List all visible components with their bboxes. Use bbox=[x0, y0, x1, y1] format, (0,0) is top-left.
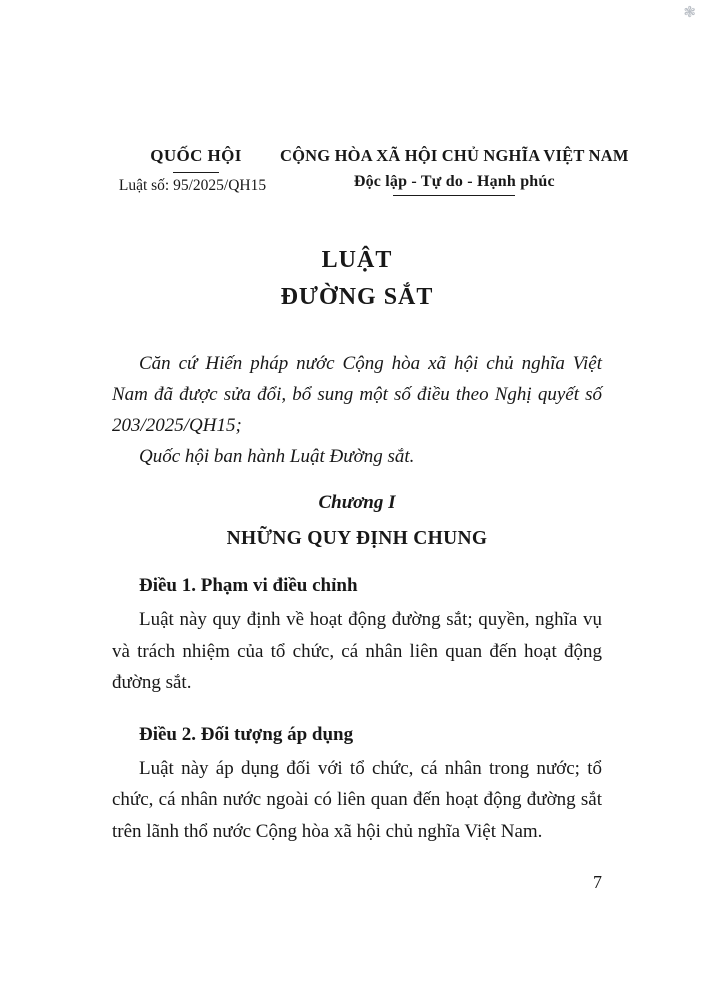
article-1-body: Luật này quy định về hoạt động đường sắt; quyền, nghĩa vụ và trách nhiệm của tổ chức, cá nhân liên quan đến hoạt động đường sắt. bbox=[112, 609, 602, 693]
article-1 bbox=[112, 575, 602, 699]
title-line-1: LUẬT bbox=[321, 247, 393, 273]
preamble-paragraph: Căn cứ Hiến pháp nước Cộng hòa xã hội chủ nghĩa Việt Nam đã được sửa đổi, bổ sung một số điều theo Nghị quyết số 203/2025/QH15; bbox=[112, 353, 602, 436]
chapter-title: NHỮNG QUY ĐỊNH CHUNG bbox=[226, 528, 488, 549]
title-line-2: ĐƯỜNG SẮT bbox=[280, 284, 434, 310]
page-number: 7 bbox=[593, 872, 602, 892]
article-1-heading: Điều 1. Phạm vi điều chỉnh bbox=[139, 575, 358, 596]
motto-underline bbox=[393, 195, 515, 196]
header-left-column bbox=[112, 146, 280, 195]
header-right-column bbox=[280, 146, 629, 196]
preamble bbox=[112, 348, 602, 472]
article-2-heading: Điều 2. Đối tượng áp dụng bbox=[139, 723, 354, 745]
issuer-name: QUỐC HỘI bbox=[150, 146, 242, 165]
issuer-underline bbox=[173, 172, 219, 173]
national-motto: Độc lập - Tự do - Hạnh phúc bbox=[353, 173, 555, 190]
country-name: CỘNG HÒA XÃ HỘI CHỦ NGHĨA VIỆT NAM bbox=[280, 146, 629, 165]
article-2 bbox=[112, 724, 602, 848]
chapter-label: Chương I bbox=[318, 492, 396, 513]
law-number: Luật số: 95/2025/QH15 bbox=[118, 177, 267, 194]
article-2-body: Luật này áp dụng đối với tổ chức, cá nhân trong nước; tổ chức, cá nhân nước ngoài có liên quan đến hoạt động đường sắt trên lãnh thổ nước Cộng hòa xã hội chủ nghĩa Việt Nam. bbox=[112, 757, 602, 842]
chapter-heading bbox=[112, 492, 602, 550]
enactment-clause: Quốc hội ban hành Luật Đường sắt. bbox=[139, 446, 415, 467]
document-title bbox=[112, 242, 602, 316]
document-header bbox=[112, 146, 629, 196]
flower-ornament-icon: ❃ bbox=[683, 5, 696, 21]
